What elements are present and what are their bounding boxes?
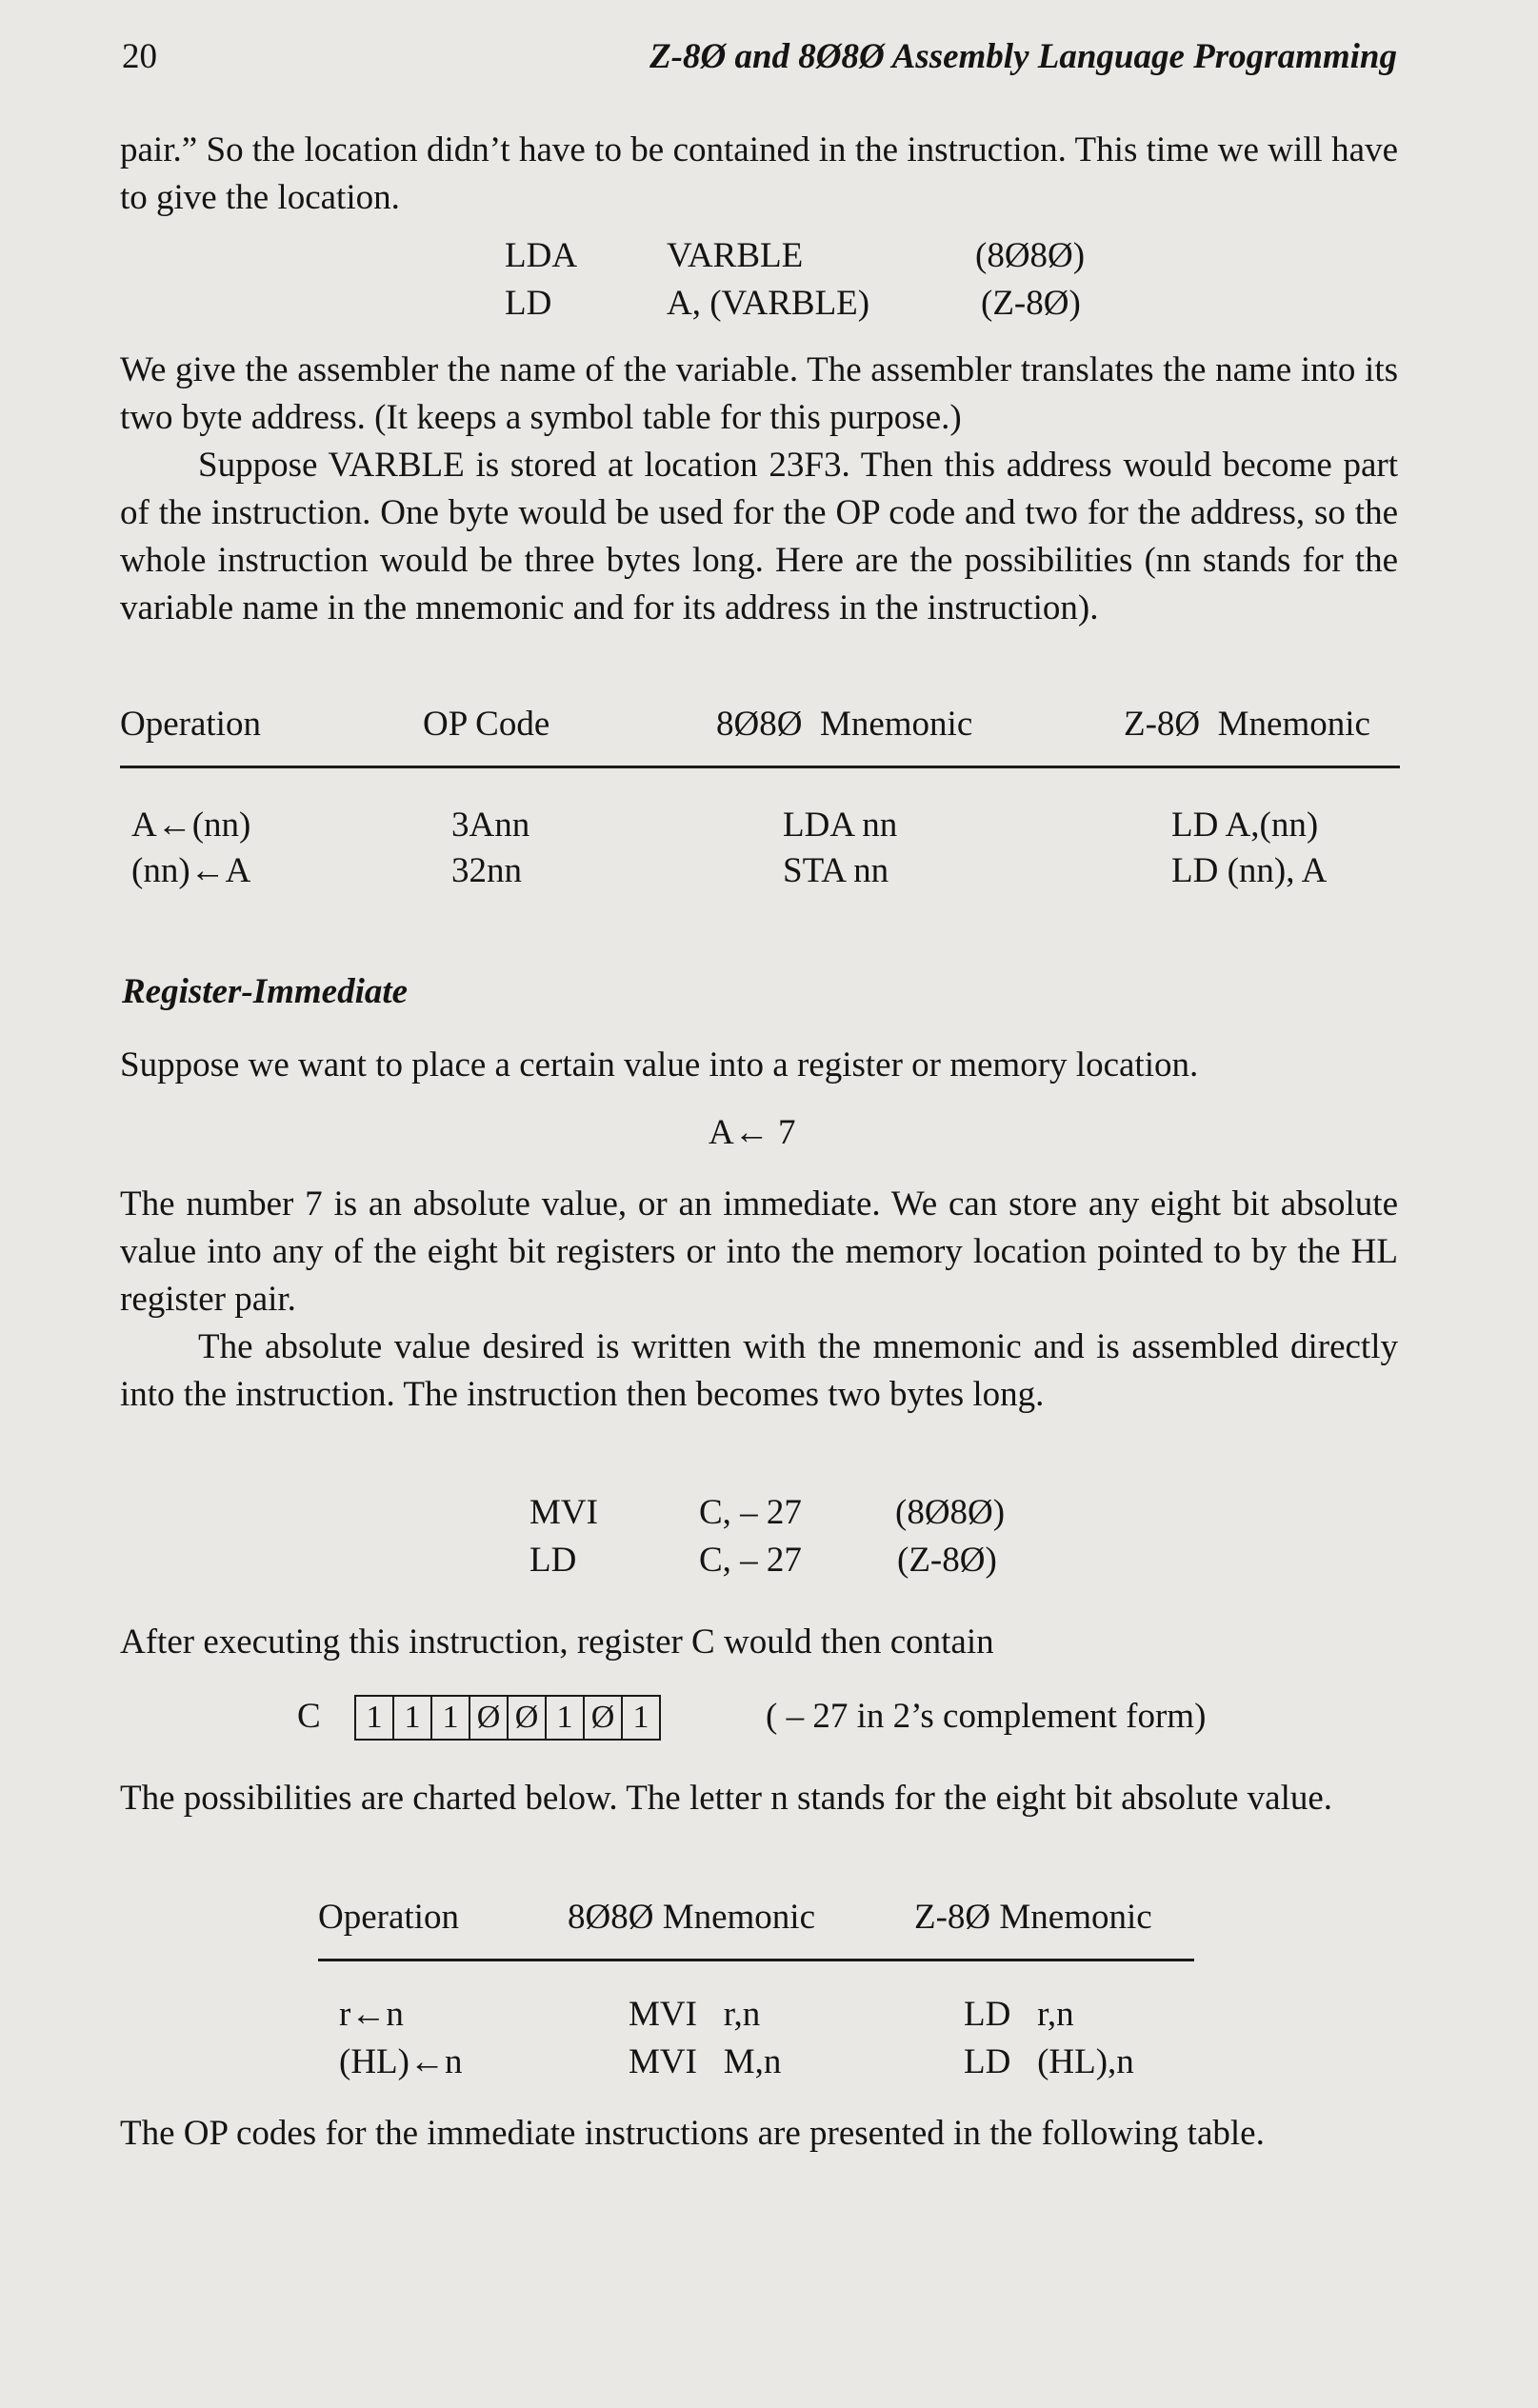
- paragraph: Suppose we want to place a certain value into a register or memory location.: [120, 1045, 1199, 1085]
- table-cell: MVI r,n: [629, 1995, 761, 2034]
- table-cell: LD A,(nn): [1171, 806, 1319, 845]
- table-cell: LD r,n: [964, 1995, 1074, 2034]
- table-header: Operation: [120, 705, 261, 744]
- running-title: Z-8Ø and 8Ø8Ø Assembly Language Programming: [649, 37, 1397, 76]
- paragraph: We give the assembler the name of the variable. The assembler translates the name into its two byte address. (It keeps a symbol table for this purpose.): [120, 350, 1398, 437]
- code-mnemonic: LDA: [505, 236, 578, 275]
- paragraph: After executing this instruction, register C would then contain: [120, 1622, 994, 1662]
- section-heading: Register-Immediate: [122, 972, 409, 1011]
- table-cell: (HL)←n: [339, 2042, 463, 2081]
- bit-cell: 1: [632, 1700, 649, 1735]
- table-header: 8Ø8Ø Mnemonic: [568, 1898, 815, 1937]
- table-cell: MVI M,n: [629, 2042, 782, 2081]
- table-cell: LD (HL),n: [964, 2042, 1134, 2081]
- page-number: 20: [122, 37, 157, 76]
- table-header: Operation: [318, 1898, 459, 1937]
- bit-cell: Ø: [470, 1697, 509, 1739]
- code-cpu: (8Ø8Ø): [895, 1493, 1006, 1532]
- bit-cell: 1: [356, 1697, 394, 1739]
- code-cpu: (8Ø8Ø): [975, 236, 1086, 275]
- code-cpu: (Z-8Ø): [897, 1541, 997, 1580]
- table-cell: r←n: [339, 1995, 404, 2034]
- table-cell: STA nn: [783, 851, 889, 890]
- paragraph: The OP codes for the immediate instructions are presented in the following table.: [120, 2114, 1265, 2153]
- code-cpu: (Z-8Ø): [981, 284, 1081, 323]
- paragraph: pair.” So the location didn’t have to be contained in the instruction. This time we will have to give the location.: [120, 130, 1398, 217]
- paragraph: Suppose VARBLE is stored at location 23F3. Then this address would become part of the instruction. One byte would be used for the OP code and two for the address, so the whole instruction would be three bytes long. Here are the possibilities (nn stands for the variable name in the mnemonic and for its address in the instruction).: [120, 446, 1398, 627]
- code-mnemonic: LD: [529, 1541, 577, 1580]
- code-mnemonic: LD: [505, 284, 552, 323]
- bit-cell: 1: [432, 1697, 470, 1739]
- table-rule: [318, 1959, 1194, 1961]
- register-bits: [354, 1695, 661, 1741]
- bit-cell: Ø: [509, 1697, 547, 1739]
- register-note: ( – 27 in 2’s complement form): [766, 1697, 1207, 1736]
- code-operand: A, (VARBLE): [667, 284, 870, 323]
- example-expression: A← 7: [709, 1113, 796, 1152]
- code-operand: C, – 27: [699, 1493, 802, 1532]
- bit-cell: 1: [547, 1697, 585, 1739]
- table-header: OP Code: [423, 705, 550, 744]
- bit-cell: Ø: [585, 1697, 623, 1739]
- table-cell: (nn)←A: [131, 851, 251, 890]
- table-rule: [120, 766, 1400, 768]
- table-cell: 32nn: [451, 851, 522, 890]
- paragraph: The number 7 is an absolute value, or an immediate. We can store any eight bit absolute value into any of the eight bit registers or into the memory location pointed to by the HL register pair.: [120, 1184, 1398, 1319]
- code-operand: VARBLE: [667, 236, 804, 275]
- bit-cell: 1: [394, 1697, 432, 1739]
- table-cell: LDA nn: [783, 806, 898, 845]
- code-mnemonic: MVI: [529, 1493, 598, 1532]
- table-cell: 3Ann: [451, 806, 530, 845]
- table-header: Z-8Ø Mnemonic: [1124, 705, 1370, 744]
- table-cell: LD (nn), A: [1171, 851, 1328, 890]
- paragraph: The possibilities are charted below. The letter n stands for the eight bit absolute value.: [120, 1779, 1333, 1818]
- table-cell: A←(nn): [131, 806, 251, 845]
- table-header: Z-8Ø Mnemonic: [914, 1898, 1152, 1937]
- table-header: 8Ø8Ø Mnemonic: [716, 705, 973, 744]
- code-operand: C, – 27: [699, 1541, 802, 1580]
- register-name: C: [297, 1697, 321, 1736]
- paragraph: The absolute value desired is written with the mnemonic and is assembled directly into the instruction. The instruction then becomes two bytes long.: [120, 1327, 1398, 1414]
